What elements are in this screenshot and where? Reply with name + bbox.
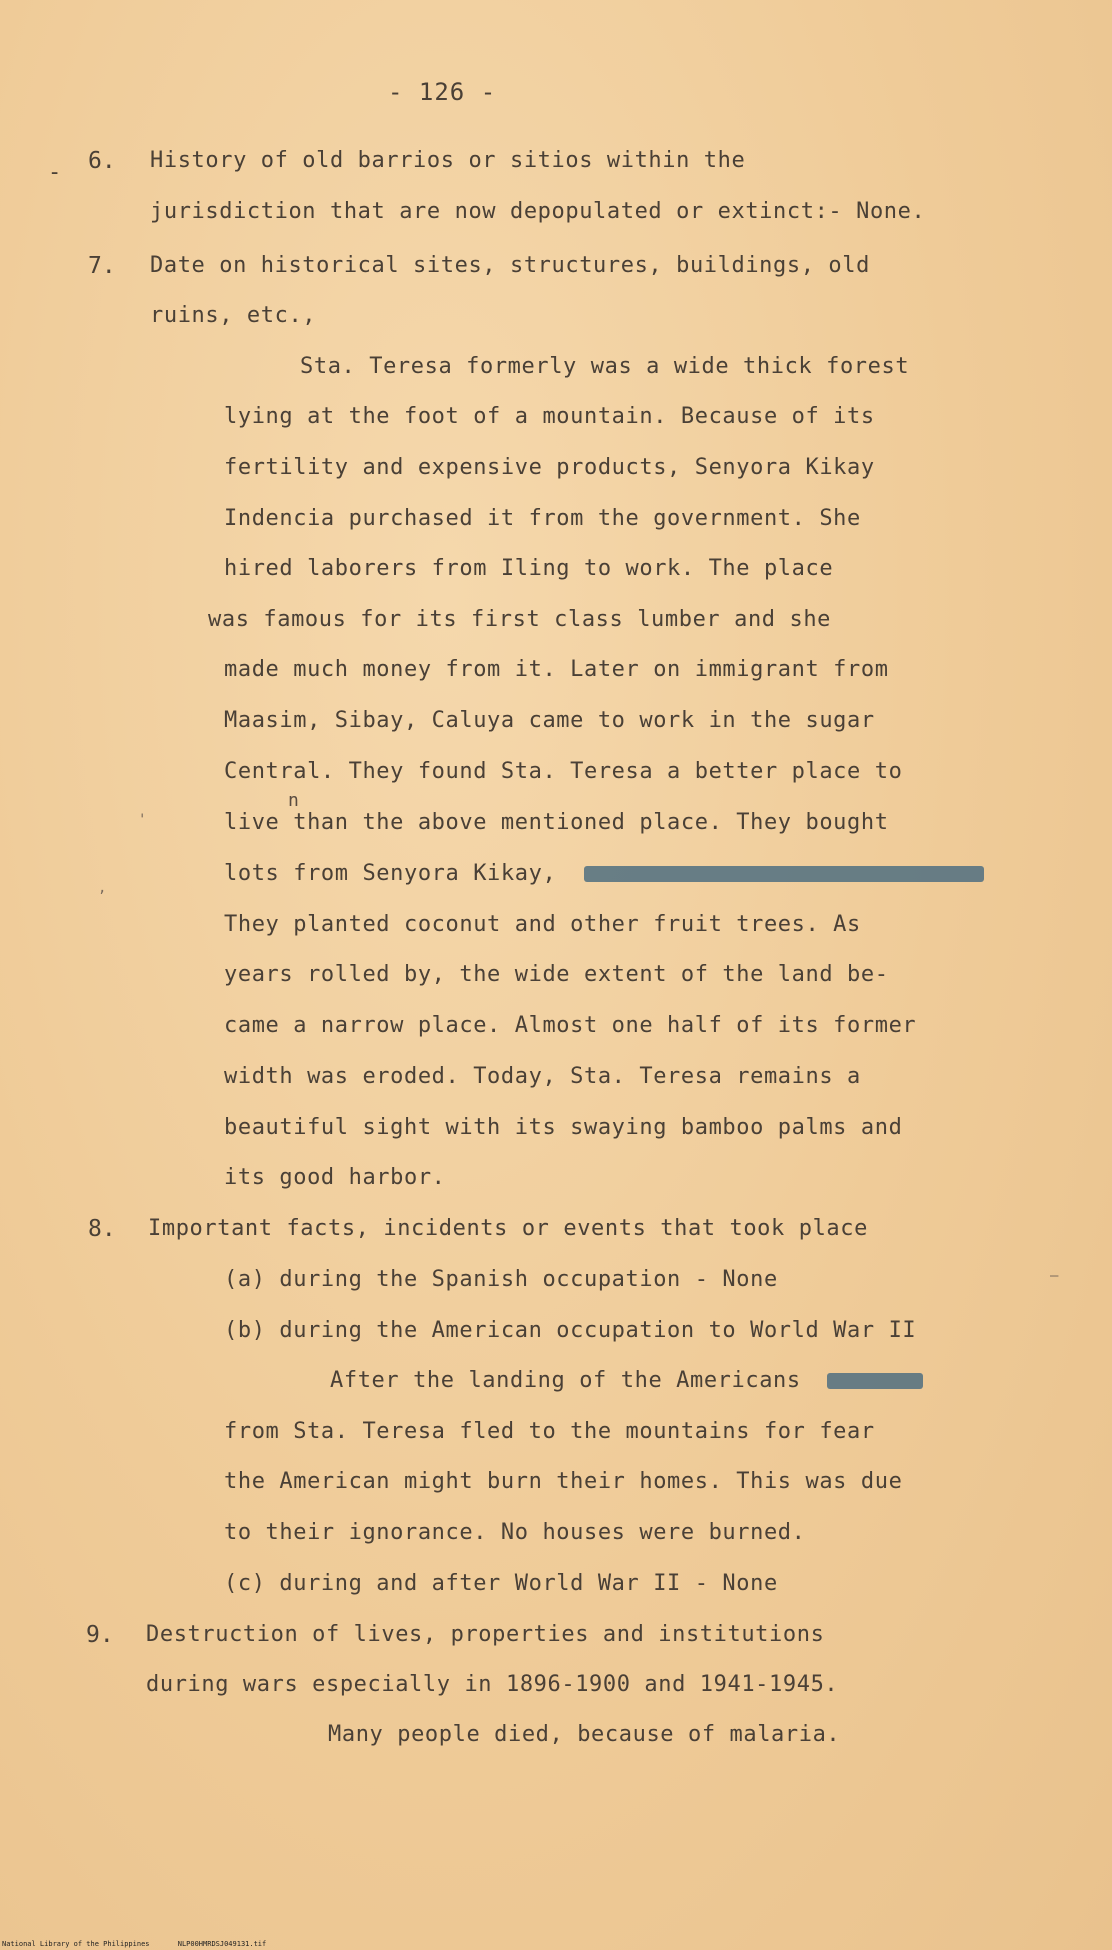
- item-8-number: 8.: [88, 1216, 116, 1242]
- item-7-line-2: ruins, etc.,: [150, 303, 317, 328]
- item-8-para-line-2: from Sta. Teresa fled to the mountains for fear: [224, 1419, 875, 1444]
- item-8-para-line-4: to their ignorance. No houses were burned.: [224, 1520, 806, 1545]
- footer-library: National Library of the Philippines: [2, 1940, 150, 1948]
- item-8-sub-c: (c) during and after World War II - None: [224, 1571, 778, 1596]
- item-9-line-1: Destruction of lives, properties and institutions: [146, 1622, 825, 1647]
- item-6-line-1: History of old barrios or sitios within the: [150, 148, 746, 173]
- item-9-line-2: during wars especially in 1896-1900 and 1941-1945.: [146, 1672, 839, 1697]
- stray-mark-3: —: [1050, 1268, 1059, 1284]
- item-6-line-2: jurisdiction that are now depopulated or extinct:- None.: [150, 199, 926, 224]
- margin-mark: -: [48, 160, 62, 185]
- item-6-number: 6.: [88, 148, 116, 174]
- item-8-para-line-3: the American might burn their homes. This was due: [224, 1469, 903, 1494]
- item-7-para-line-8: Maasim, Sibay, Caluya came to work in the sugar: [224, 708, 875, 733]
- item-9-number: 9.: [86, 1622, 114, 1648]
- item-8-para-line-1: [330, 1366, 923, 1396]
- item-7-para-line-7: made much money from it. Later on immigrant from: [224, 657, 889, 682]
- redaction-mark-2: [827, 1373, 923, 1389]
- stray-mark: ': [138, 812, 147, 828]
- item-8-sub-a: (a) during the Spanish occupation - None: [224, 1267, 778, 1292]
- item-8-sub-b: (b) during the American occupation to World War II: [224, 1318, 917, 1343]
- item-7-para-line-13: years rolled by, the wide extent of the land be-: [224, 962, 889, 987]
- item-8-para-line-1-text: After the landing of the Americans: [330, 1368, 801, 1393]
- item-7-para-line-15: width was eroded. Today, Sta. Teresa remains a: [224, 1064, 861, 1089]
- item-7-para-line-5: hired laborers from Iling to work. The place: [224, 556, 834, 581]
- item-7-number: 7.: [88, 253, 116, 279]
- item-7-para-line-6: was famous for its first class lumber and she: [208, 607, 832, 632]
- page-number: - 126 -: [388, 78, 497, 106]
- item-7-para-line-14: came a narrow place. Almost one half of its former: [224, 1013, 917, 1038]
- item-7-line-1: Date on historical sites, structures, buildings, old: [150, 253, 870, 278]
- item-7-para-line-12: They planted coconut and other fruit trees. As: [224, 912, 861, 937]
- scan-footer: [2, 1940, 290, 1948]
- item-7-para-line-4: Indencia purchased it from the government. She: [224, 506, 861, 531]
- item-7-para-line-1: Sta. Teresa formerly was a wide thick forest: [300, 354, 910, 379]
- item-9-line-3: Many people died, because of malaria.: [328, 1722, 841, 1747]
- redaction-mark: [584, 866, 984, 882]
- item-8-line-1: Important facts, incidents or events that took place: [148, 1216, 868, 1241]
- insert-mark: n: [288, 790, 299, 811]
- item-7-para-line-3: fertility and expensive products, Senyora Kikay: [224, 455, 875, 480]
- item-7-para-line-11-text: lots from Senyora Kikay,: [224, 861, 557, 886]
- item-7-para-line-9: Central. They found Sta. Teresa a better place to: [224, 759, 903, 784]
- item-7-para-line-10: live than the above mentioned place. They bought: [224, 810, 889, 835]
- stray-mark-2: ,: [98, 880, 107, 896]
- item-7-para-line-16: beautiful sight with its swaying bamboo palms and: [224, 1115, 903, 1140]
- item-7-para-line-2: lying at the foot of a mountain. Because of its: [224, 404, 875, 429]
- item-7-para-line-17: its good harbor.: [224, 1165, 446, 1190]
- item-7-para-line-11: [224, 859, 984, 889]
- footer-file: NLP00HMRDSJ049131.tif: [177, 1940, 267, 1948]
